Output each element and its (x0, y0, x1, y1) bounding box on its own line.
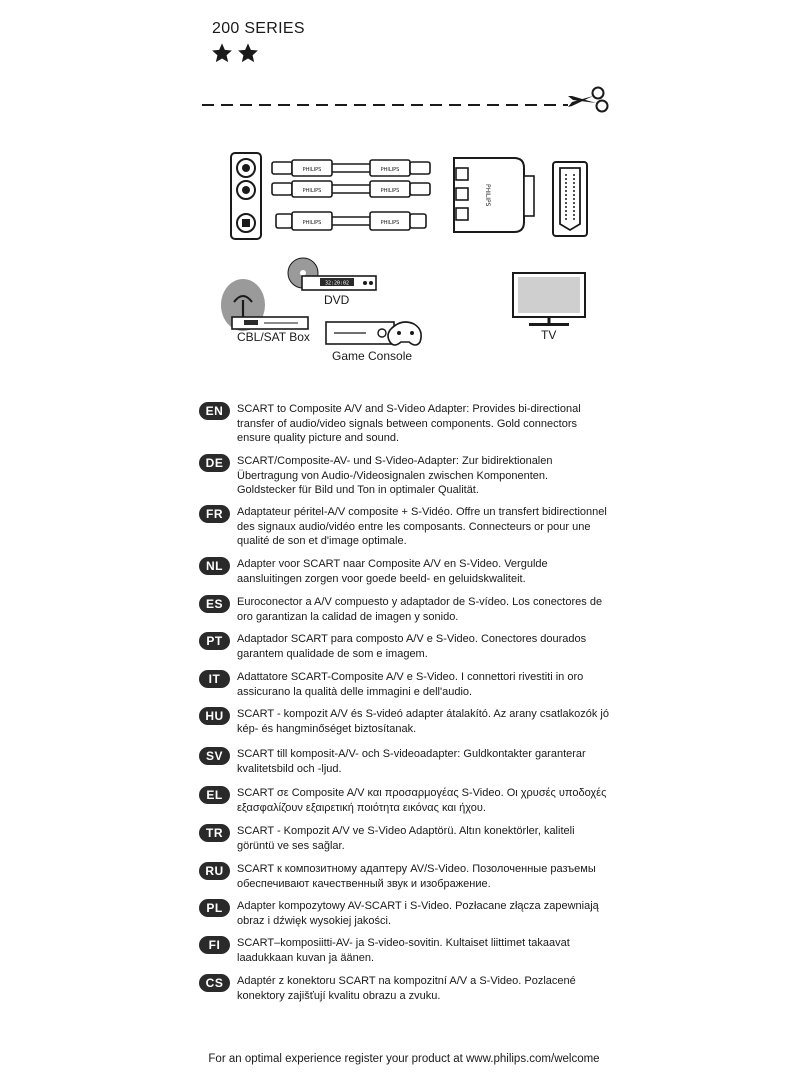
rating-stars (211, 42, 259, 64)
lang-badge: PT (199, 632, 230, 650)
connection-diagram (220, 140, 620, 380)
lang-text: SCART to Composite A/V and S-Video Adapter: Provides bi-directional transfer of audio/video signals between components. Gold connectors ensure quality picture and sound. (237, 403, 581, 444)
brand-label: PHILIPS (302, 167, 322, 173)
rca-cable-icon (272, 160, 430, 176)
brand-label: PHILIPS (302, 220, 322, 226)
lang-badge: PL (199, 899, 230, 917)
scart-socket-icon (553, 162, 587, 236)
lang-text: SCART к композитному адаптеру AV/S-Video. Позолоченные разъемы обеспечивают качественный звук и изображение. (237, 863, 596, 890)
lang-text: Adaptateur péritel-A/V composite + S-Vidéo. Offre un transfert bidirectionnel des signaux audio/vidéo entre les composants. Connecteurs or pour une qualité de son et d'image optimale. (237, 506, 607, 547)
lang-text: SCART - Kompozit A/V ve S-Video Adaptörü. Altın konektörler, kaliteli görüntü ve ses sağlar. (237, 825, 575, 852)
svideo-cable-icon (276, 212, 426, 230)
dvd-display: 32:20:02 (324, 280, 350, 287)
lang-badge: RU (199, 862, 230, 880)
brand-label: PHILIPS (380, 167, 400, 173)
brand-label: PHILIPS (380, 188, 400, 194)
brand-label: PHILIPS (302, 188, 322, 194)
rca-cable-icon (272, 181, 430, 197)
lang-text: SCART till komposit-A/V- och S-videoadapter: Guldkontakter garanterar kvalitetsbild och -ljud. (237, 748, 586, 775)
lang-text: Adattatore SCART-Composite A/V e S-Video. I connettori rivestiti in oro assicurano la qualità delle immagini e dell'audio. (237, 671, 584, 698)
lang-text: SCART–komposiitti-AV- ja S-video-sovitin. Kultaiset liittimet takaavat laadukkaan kuvan ja äänen. (237, 937, 570, 964)
av-jack-panel-icon (231, 153, 261, 239)
game-console-label: Game Console (332, 349, 413, 363)
lang-badge: EL (199, 786, 230, 804)
lang-badge: HU (199, 707, 230, 725)
lang-text: Adaptador SCART para composto A/V e S-Video. Conectores dourados garantem qualidade de som e imagem. (237, 633, 587, 660)
game-console-icon (326, 322, 421, 345)
lang-badge: IT (199, 670, 230, 688)
lang-text: Adapter voor SCART naar Composite A/V en S-Video. Vergulde aansluitingen zorgen voor goede beeld- en geluidskwaliteit. (237, 558, 548, 585)
lang-badge: FR (199, 505, 230, 523)
lang-text: SCART σε Composite A/V και προσαρμογέας S-Video. Οι χρυσές υποδοχές εξασφαλίζουν εξαιρετική ποιότητα εικόνας και ήχου. (237, 787, 607, 814)
dvd-label: DVD (324, 293, 350, 307)
scissors-icon (568, 88, 608, 112)
tv-label: TV (541, 328, 557, 342)
brand-label: PHILIPS (380, 220, 400, 226)
dvd-player-icon (288, 258, 376, 290)
cut-line (200, 82, 620, 116)
scart-adapter-icon (454, 158, 534, 232)
lang-badge: NL (199, 557, 230, 575)
lang-badge: FI (199, 936, 230, 954)
lang-badge: SV (199, 747, 230, 765)
satellite-box-icon (221, 279, 308, 331)
tv-icon (513, 273, 585, 326)
star-icon (237, 42, 259, 64)
lang-badge: TR (199, 824, 230, 842)
star-icon (211, 42, 233, 64)
lang-badge: ES (199, 595, 230, 613)
lang-text: Euroconector a A/V compuesto y adaptador de S-vídeo. Los conectores de oro garantizan la calidad de imagen y sonido. (237, 596, 603, 623)
connector-illustration (220, 140, 620, 380)
lang-badge: EN (199, 402, 230, 420)
series-title: 200 SERIES (212, 20, 305, 37)
register-footer: For an optimal experience register your product at www.philips.com/welcome (208, 1053, 600, 1065)
lang-badge: DE (199, 454, 230, 472)
lang-text: SCART - kompozit A/V és S-videó adapter átalakító. Az arany csatlakozók jó kép- és hangminőséget biztosítanak. (237, 708, 609, 735)
lang-badge: CS (199, 974, 230, 992)
cbl-sat-label: CBL/SAT Box (237, 330, 310, 344)
brand-label: PHILIPS (484, 184, 491, 207)
lang-text: Adapter kompozytowy AV-SCART i S-Video. Pozłacane złącza zapewniają obraz i dźwięk wysokiej jakości. (237, 900, 599, 927)
lang-text: SCART/Composite-AV- und S-Video-Adapter: Zur bidirektionalen Übertragung von Audio-/Videosignalen zwischen Komponenten. Goldstecker für Bild und Ton in optimaler Qualität. (237, 455, 553, 496)
lang-text: Adaptér z konektoru SCART na kompozitní A/V a S-Video. Pozlacené konektory zajišťují kvalitu obrazu a zvuku. (237, 975, 576, 1002)
